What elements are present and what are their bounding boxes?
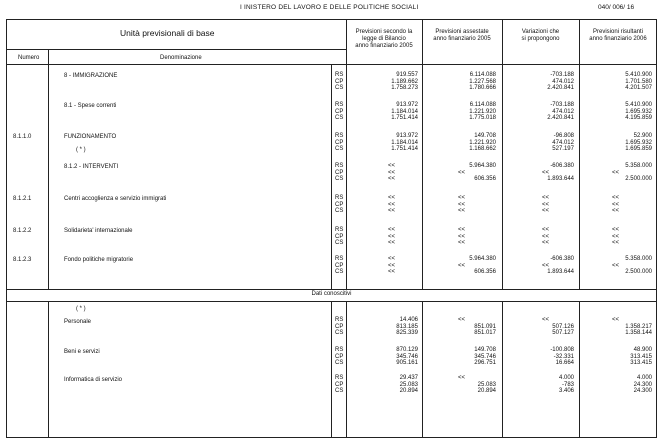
dati-2-value-a: 870.129 xyxy=(396,347,418,353)
col1-heading-1: Previsioni secondo la xyxy=(355,29,413,35)
dati-1-value-d: 1.358.217 xyxy=(625,323,652,330)
row-3-value-b: 1.221.920 xyxy=(469,139,496,146)
row-2-value-a: 1.184.014 xyxy=(391,108,418,115)
row-1-type: RS xyxy=(335,72,344,78)
dati-3-value-d: 4.000 xyxy=(636,375,652,381)
row-1-value-c: 2.420.841 xyxy=(547,85,574,92)
row-6-value-c: << xyxy=(542,233,550,240)
dati-3-value-d: 24.300 xyxy=(633,381,652,388)
row-3-value-c: 474.012 xyxy=(552,139,574,146)
row-1-type: CP xyxy=(335,78,344,85)
row-6-value-a: << xyxy=(388,240,396,247)
dati-2-value-d: 313.415 xyxy=(630,353,652,360)
row-5-value-d: << xyxy=(612,195,620,201)
dati-2-value-b: 296.751 xyxy=(474,360,496,367)
row-2-type: CP xyxy=(335,108,344,115)
divider-col1-dati xyxy=(346,301,347,438)
row-6-value-a: << xyxy=(388,233,396,240)
row-7-value-b: 606.356 xyxy=(474,269,496,276)
row-7-value-c: << xyxy=(542,262,550,269)
row-7-value-a: << xyxy=(388,256,396,262)
row-5-value-b: << xyxy=(458,201,466,208)
row-4-value-d: << xyxy=(612,169,620,176)
row-7-value-b: << xyxy=(458,262,466,269)
row-5-value-b: << xyxy=(458,208,466,215)
row-5-value-b: << xyxy=(458,195,466,201)
row-denomination: Centri accoglienza e servizio immigrati xyxy=(64,196,167,202)
dati-note: ( * ) xyxy=(76,306,86,312)
row-6-type: CP xyxy=(335,233,344,240)
section-line-2 xyxy=(6,301,657,302)
dati-2-value-c: -32.331 xyxy=(553,353,574,360)
col1-heading-3: anno finanziario 2005 xyxy=(355,43,413,49)
row-5-value-a: << xyxy=(388,195,396,201)
row-3-type: RS xyxy=(335,133,344,139)
dati-1-value-a: 825.339 xyxy=(396,330,418,337)
row-6-value-d: << xyxy=(612,227,620,233)
row-6-value-b: << xyxy=(458,227,466,233)
row-3-value-b: 149.708 xyxy=(474,133,496,139)
row-2-value-c: 2.420.841 xyxy=(547,115,574,122)
row-7-value-b: 5.964.380 xyxy=(469,256,496,262)
row-3-value-c: -96.808 xyxy=(553,133,574,139)
row-5-value-c: << xyxy=(542,201,550,208)
row-3-value-a: 1.184.014 xyxy=(391,139,418,146)
row-1-value-d: 4.201.507 xyxy=(625,85,652,92)
dati-2-type: CS xyxy=(335,360,344,367)
dati-3-value-a: 25.083 xyxy=(399,381,418,388)
row-6-value-d: << xyxy=(612,233,620,240)
row-3-value-d: 52.900 xyxy=(633,133,652,139)
row-1-value-a: 919.557 xyxy=(396,72,418,78)
row-2-value-b: 1.221.920 xyxy=(469,108,496,115)
row-4-value-d: 5.358.000 xyxy=(625,163,652,169)
row-5-value-d: << xyxy=(612,201,620,208)
col4-heading-1: Previsioni risultanti xyxy=(592,29,644,35)
row-7-type: CS xyxy=(335,269,344,276)
dati-3-value-a: 20.894 xyxy=(399,388,418,395)
row-1-value-a: 1.189.662 xyxy=(391,78,418,85)
row-7-value-d: 2.500.000 xyxy=(625,269,652,276)
row-6-type: CS xyxy=(335,240,344,247)
dati-3-value-b: 20.894 xyxy=(477,388,496,395)
row-4-type: CS xyxy=(335,176,344,183)
row-4-value-b: 5.964.380 xyxy=(469,163,496,169)
row-3-type: CS xyxy=(335,146,344,153)
col2-heading-1: Previsioni assestate xyxy=(435,29,489,35)
row-note: ( * ) xyxy=(76,147,86,153)
row-2-type: RS xyxy=(335,102,344,108)
row-7-type: RS xyxy=(335,256,344,262)
row-denomination: FUNZIONAMENTO xyxy=(64,134,117,140)
dati-3-type: CP xyxy=(335,381,344,388)
header-bottom-line xyxy=(6,64,657,65)
row-4-value-c: -606.380 xyxy=(550,163,574,169)
dati-3-type: RS xyxy=(335,375,344,381)
row-1-value-b: 1.227.568 xyxy=(469,78,496,85)
row-1-value-b: 6.114.088 xyxy=(469,72,496,78)
dati-1-type: RS xyxy=(335,317,344,323)
divider-col2-dati xyxy=(422,301,423,438)
divider-numero xyxy=(48,49,49,289)
row-3-value-a: 913.972 xyxy=(396,133,418,139)
dati-3-value-a: 29.437 xyxy=(399,375,418,381)
row-4-value-b: << xyxy=(458,169,466,176)
dati-1-value-c: << xyxy=(542,317,550,323)
row-7-type: CP xyxy=(335,262,344,269)
divider-type-dati xyxy=(331,301,332,438)
row-7-value-a: << xyxy=(388,269,396,276)
row-denomination: 8.1 - Spese correnti xyxy=(64,103,117,109)
dati-1-value-b: << xyxy=(458,317,466,323)
dati-denomination: Beni e servizi xyxy=(64,349,100,355)
row-5-value-a: << xyxy=(388,208,396,215)
row-1-value-a: 1.758.273 xyxy=(391,85,418,92)
dati-2-type: RS xyxy=(335,347,344,353)
row-6-value-a: << xyxy=(388,227,396,233)
dati-2-value-c: 16.664 xyxy=(555,360,574,367)
row-1-value-c: -703.188 xyxy=(550,72,574,78)
row-4-value-a: << xyxy=(388,176,396,183)
dati-heading: Dati conoscitivi xyxy=(311,291,352,297)
divider-col4 xyxy=(579,19,580,289)
row-7-value-c: -606.380 xyxy=(550,256,574,262)
row-2-value-b: 6.114.088 xyxy=(469,102,496,108)
dati-1-value-d: 1.358.144 xyxy=(625,330,652,337)
row-5-value-a: << xyxy=(388,201,396,208)
row-6-type: RS xyxy=(335,227,344,233)
col3-heading-2: si propongono xyxy=(521,36,560,42)
row-4-value-b: 606.356 xyxy=(474,176,496,183)
divider-col4-dati xyxy=(579,301,580,438)
row-denomination: Fondo politiche migratorie xyxy=(64,257,134,263)
row-number: 8.1.2.2 xyxy=(13,228,32,234)
row-6-value-b: << xyxy=(458,240,466,247)
row-2-value-d: 5.410.900 xyxy=(625,102,652,108)
row-5-value-c: << xyxy=(542,208,550,215)
row-4-type: CP xyxy=(335,169,344,176)
row-2-value-c: -703.188 xyxy=(550,102,574,108)
row-2-value-d: 4.195.859 xyxy=(625,115,652,122)
row-4-value-c: << xyxy=(542,169,550,176)
dati-1-type: CP xyxy=(335,323,344,330)
row-5-value-c: << xyxy=(542,195,550,201)
row-4-value-d: 2.500.000 xyxy=(625,176,652,183)
dati-1-type: CS xyxy=(335,330,344,337)
row-5-type: CP xyxy=(335,201,344,208)
row-2-value-a: 913.972 xyxy=(396,102,418,108)
dati-1-value-a: 813.185 xyxy=(396,323,418,330)
row-2-value-b: 1.775.018 xyxy=(469,115,496,122)
row-number: 8.1.1.0 xyxy=(13,134,32,140)
col3-heading-1: Variazioni che xyxy=(521,29,560,35)
dati-1-value-a: 14.406 xyxy=(399,317,418,323)
dati-3-value-c: 3.406 xyxy=(558,388,574,395)
dati-3-value-c: -783 xyxy=(561,381,574,388)
row-4-value-c: 1.893.644 xyxy=(547,176,574,183)
row-3-type: CP xyxy=(335,139,344,146)
row-2-type: CS xyxy=(335,115,344,122)
row-4-value-a: << xyxy=(388,169,396,176)
divider-col1 xyxy=(346,19,347,289)
dati-2-value-a: 345.746 xyxy=(396,353,418,360)
row-1-type: CS xyxy=(335,85,344,92)
dati-2-value-c: -100.808 xyxy=(550,347,574,353)
row-2-value-d: 1.695.932 xyxy=(625,108,652,115)
divider-col3-dati xyxy=(502,301,503,438)
dati-3-value-c: 4.000 xyxy=(558,375,574,381)
row-1-value-d: 1.701.580 xyxy=(625,78,652,85)
row-denomination: Solidarieta' internazionale xyxy=(64,228,133,234)
divider-numero-dati xyxy=(48,301,49,438)
row-number: 8.1.2.3 xyxy=(13,257,32,263)
row-4-type: RS xyxy=(335,163,344,169)
section-line-1 xyxy=(6,289,657,290)
row-3-value-a: 1.751.414 xyxy=(391,146,418,153)
header-sub-line xyxy=(6,49,346,50)
row-6-value-c: << xyxy=(542,227,550,233)
dati-denomination: Personale xyxy=(64,319,92,325)
dati-2-value-d: 313.415 xyxy=(630,360,652,367)
row-7-value-d: << xyxy=(612,262,620,269)
dati-2-type: CP xyxy=(335,353,344,360)
row-5-type: RS xyxy=(335,195,344,201)
col1-heading-2: legge di Bilancio xyxy=(362,36,406,42)
row-6-value-c: << xyxy=(542,240,550,247)
unita-heading: Unità previsionali di base xyxy=(120,28,215,38)
dati-3-value-d: 24.300 xyxy=(633,388,652,395)
row-7-value-d: 5.358.000 xyxy=(625,256,652,262)
dati-3-value-b: << xyxy=(458,375,466,381)
row-denomination: 8 - IMMIGRAZIONE xyxy=(64,73,118,79)
row-5-type: CS xyxy=(335,208,344,215)
row-2-value-c: 474.012 xyxy=(552,108,574,115)
row-number: 8.1.2.1 xyxy=(13,196,32,202)
row-denomination: 8.1.2 - INTERVENTI xyxy=(64,164,119,170)
row-3-value-d: 1.695.932 xyxy=(625,139,652,146)
col4-heading-2: anno finanziario 2006 xyxy=(589,36,647,42)
divider-type xyxy=(331,64,332,289)
dati-denomination: Informatica di servizio xyxy=(64,377,123,383)
row-4-value-a: << xyxy=(388,163,396,169)
page-code: 040/ 006/ 16 xyxy=(598,4,635,11)
row-3-value-d: 1.695.859 xyxy=(625,146,652,153)
dati-1-value-c: 507.127 xyxy=(552,330,574,337)
row-2-value-a: 1.751.414 xyxy=(391,115,418,122)
numero-heading: Numero xyxy=(18,55,40,61)
row-3-value-b: 1.168.662 xyxy=(469,146,496,153)
row-7-value-a: << xyxy=(388,262,396,269)
denominazione-heading: Denominazione xyxy=(160,55,202,61)
dati-1-value-c: 507.126 xyxy=(552,323,574,330)
dati-1-value-b: 851.017 xyxy=(474,330,496,337)
row-6-value-b: << xyxy=(458,233,466,240)
divider-col3 xyxy=(502,19,503,289)
row-6-value-d: << xyxy=(612,240,620,247)
dati-1-value-d: << xyxy=(612,317,620,323)
row-7-value-c: 1.893.644 xyxy=(547,269,574,276)
row-5-value-d: << xyxy=(612,208,620,215)
ministry-header: I INISTERO DEL LAVORO E DELLE POLITICHE SOCIALI xyxy=(240,4,419,11)
row-1-value-b: 1.780.666 xyxy=(469,85,496,92)
dati-1-value-b: 851.091 xyxy=(474,323,496,330)
dati-2-value-a: 905.161 xyxy=(396,360,418,367)
col2-heading-2: anno finanziario 2005 xyxy=(433,36,491,42)
dati-3-value-b: 25.083 xyxy=(477,381,496,388)
dati-2-value-b: 149.708 xyxy=(474,347,496,353)
row-1-value-c: 474.012 xyxy=(552,78,574,85)
dati-3-type: CS xyxy=(335,388,344,395)
dati-2-value-d: 48.900 xyxy=(633,347,652,353)
row-3-value-c: 527.197 xyxy=(552,146,574,153)
dati-2-value-b: 345.746 xyxy=(474,353,496,360)
divider-col2 xyxy=(422,19,423,289)
row-1-value-d: 5.410.900 xyxy=(625,72,652,78)
